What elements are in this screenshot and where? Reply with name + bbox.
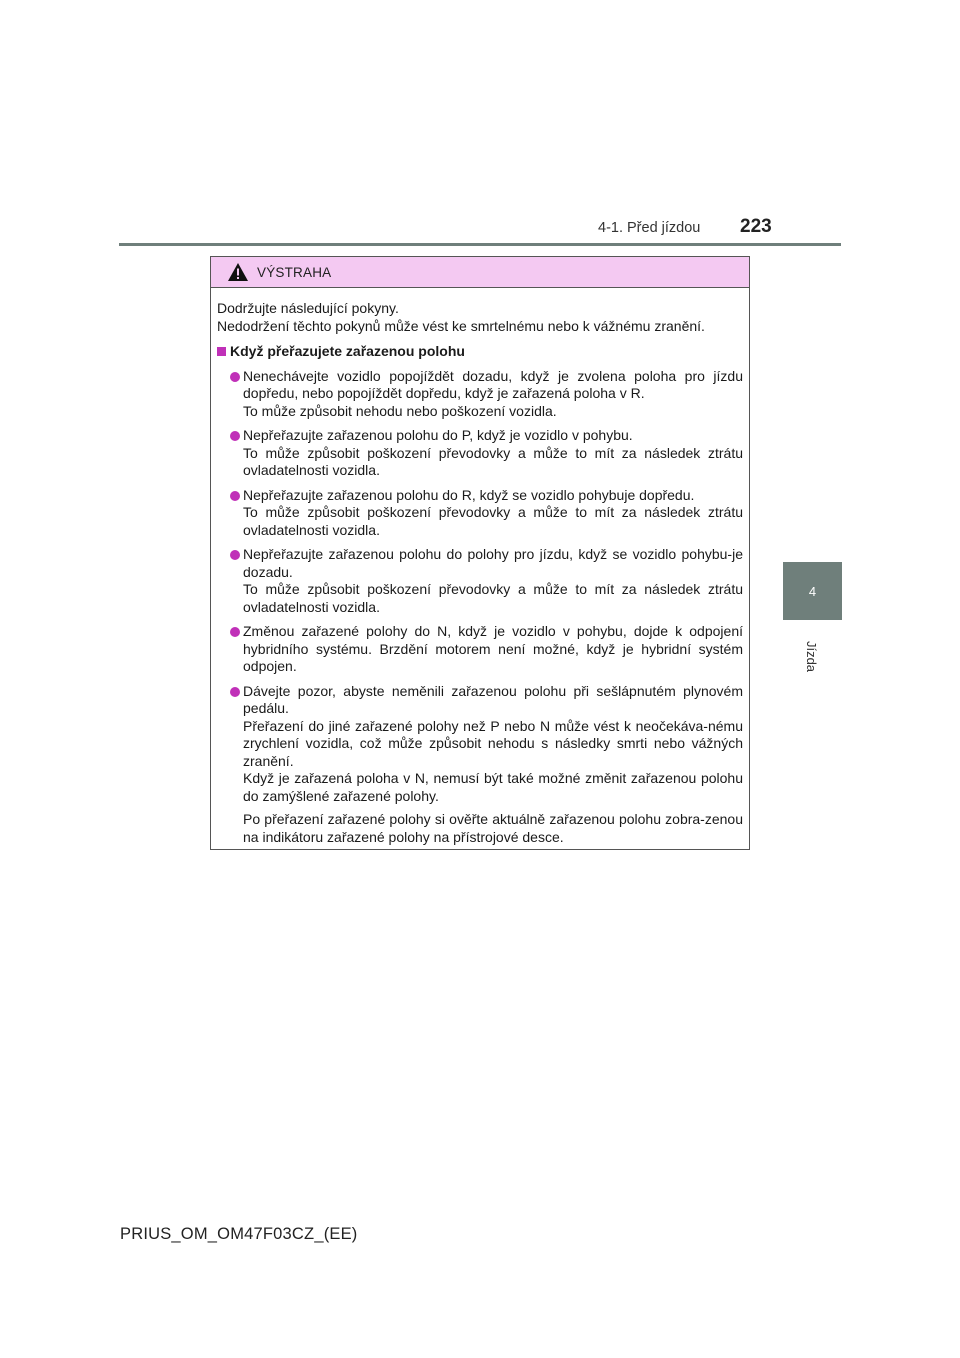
circle-bullet-icon (230, 372, 240, 382)
subheading (217, 343, 743, 361)
bullet-line: Nepřeřazujte zařazenou polohu do polohy pro jízdu, když se vozidlo pohybu-je dozadu. (243, 546, 743, 580)
bullet-line: Když je zařazená poloha v N, nemusí být také možné změnit zařazenou polohu do zamýšlené zařazené polohy. (243, 770, 743, 804)
circle-bullet-icon (230, 550, 240, 560)
circle-bullet-icon (230, 687, 240, 697)
footer-code: PRIUS_OM_OM47F03CZ_(EE) (120, 1225, 358, 1243)
list-item (217, 683, 743, 806)
bullet-text (243, 683, 743, 806)
circle-bullet-icon (230, 431, 240, 441)
bullet-text (243, 623, 743, 676)
circle-bullet-icon (230, 627, 240, 637)
chapter-tab (783, 562, 842, 620)
closing-paragraph: Po přeřazení zařazené polohy si ověřte aktuálně zařazenou polohu zobra-zenou na indikátoru zařazené polohy na přístrojové desce. (243, 811, 743, 845)
header-rule (119, 243, 841, 246)
bullet-line: To může způsobit nehodu nebo poškození vozidla. (243, 402, 557, 419)
bullet-list (217, 368, 743, 806)
circle-bullet-icon (230, 491, 240, 501)
list-item (217, 427, 743, 480)
bullet-line: Nenechávejte vozidlo popojíždět dozadu, když je zvolena poloha pro jízdu dopředu, nebo popojíždět dopředu, když je zařazená poloha v R. (243, 367, 743, 401)
warning-body (211, 288, 749, 846)
bullet-text (243, 546, 743, 616)
intro-line: Nedodržení těchto pokynů může vést ke smrtelnému nebo k vážnému zranění. (217, 317, 705, 334)
bullet-line: Změnou zařazené polohy do N, když je vozidlo v pohybu, dojde k odpojení hybridního systému. Brzdění motorem není možné, když je hybridní systém odpojen. (243, 623, 743, 674)
chapter-label-text: Jízda (804, 640, 820, 672)
bullet-line: Nepřeřazujte zařazenou polohu do P, když je vozidlo v pohybu. (243, 427, 633, 443)
square-bullet-icon (217, 347, 226, 356)
header-section-title: 4-1. Před jízdou (598, 220, 701, 236)
bullet-line: To může způsobit poškození převodovky a může to mít za následek ztrátu ovladatelnosti vozidla. (243, 444, 743, 478)
chapter-number: 4 (808, 584, 817, 599)
page-number: 223 (740, 216, 772, 237)
bullet-text (243, 368, 743, 421)
subheading-text: Když přeřazujete zařazenou polohu (230, 343, 465, 359)
warning-triangle-icon (227, 262, 249, 282)
list-item (217, 368, 743, 421)
bullet-text (243, 427, 743, 480)
bullet-line: Dávejte pozor, abyste neměnili zařazenou polohu při sešlápnutém plynovém pedálu. (243, 682, 743, 716)
warning-header (211, 257, 749, 288)
list-item (217, 546, 743, 616)
bullet-text (243, 487, 743, 540)
chapter-label (782, 626, 842, 686)
bullet-line: Nepřeřazujte zařazenou polohu do R, když se vozidlo pohybuje dopředu. (243, 486, 695, 503)
bullet-line: To může způsobit poškození převodovky a může to mít za následek ztrátu ovladatelnosti vozidla. (243, 581, 743, 615)
list-item (217, 623, 743, 676)
bullet-line: Přeřazení do jiné zařazené polohy než P nebo N může vést k neočekáva-nému zrychlení vozidla, což může způsobit nehodu s následky smrti nebo vážných zranění. (243, 717, 743, 769)
bullet-line: To může způsobit poškození převodovky a může to mít za následek ztrátu ovladatelnosti vozidla. (243, 504, 743, 538)
warning-box (210, 256, 750, 850)
warning-title: VÝSTRAHA (257, 264, 332, 280)
list-item (217, 487, 743, 540)
intro-line: Dodržujte následující pokyny. (217, 300, 399, 316)
